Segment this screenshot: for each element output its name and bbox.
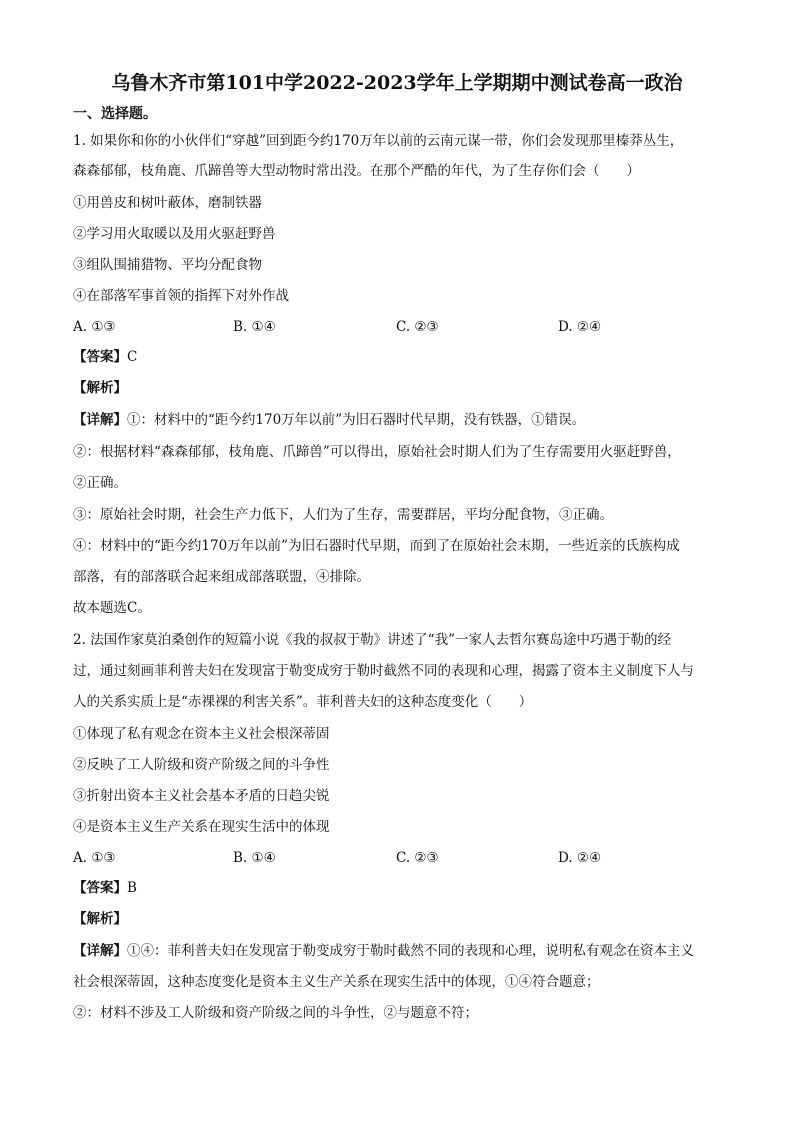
answer-value: C [127, 349, 138, 365]
detail-tag: 【详解】 [73, 943, 127, 959]
q1-option-c: C. ②③ [396, 319, 439, 335]
q2-answer [73, 878, 723, 898]
q2-option-c: C. ②③ [396, 850, 439, 866]
answer-tag: 【答案】 [73, 349, 127, 365]
q2-item-4: ④是资本主义生产关系在现实生活中的体现 [73, 819, 330, 835]
q1-option-d: D. ②④ [558, 319, 602, 335]
q2-option-a: A. ①③ [73, 850, 116, 866]
q2-detail-2: ②：材料不涉及工人阶级和资产阶级之间的斗争性，②与题意不符； [73, 1005, 478, 1021]
q2-stem-line-1: 2. 法国作家莫泊桑创作的短篇小说《我的叔叔于勒》讲述了“我”一家人去哲尔赛岛途中巧遇于勒的经 [73, 632, 671, 648]
q1-option-a: A. ①③ [73, 319, 116, 335]
q1-conclusion: 故本题选C。 [73, 600, 151, 616]
q2-analysis-tag: 【解析】 [73, 911, 127, 927]
q1-detail-2b: ②正确。 [73, 475, 127, 491]
answer-value: B [127, 880, 137, 896]
q1-detail-4a: ④：材料中的“距今约170万年以前”为旧石器时代早期，而到了在原始社会末期，一些近亲的氏族构成 [73, 538, 680, 554]
q1-detail-2a: ②：根据材料“森森郁郁，枝角鹿、爪蹄兽”可以得出，原始社会时期人们为了生存需要用火驱赶野兽， [73, 444, 681, 460]
q1-detail-1 [73, 410, 723, 430]
q2-detail-1b: 社会根深蒂固，这种态度变化是资本主义生产关系在现实生活中的体现，①④符合题意； [73, 974, 600, 990]
q1-detail-4b: 部落，有的部落联合起来组成部落联盟，④排除。 [73, 569, 370, 585]
answer-tag: 【答案】 [73, 880, 127, 896]
q1-option-b: B. ①④ [233, 319, 276, 335]
q2-stem-line-3: 人的关系实质上是“赤裸裸的利害关系”。菲利普夫妇的这种态度变化（ ） [73, 694, 533, 710]
detail-tag: 【详解】 [73, 412, 127, 428]
q1-answer [73, 347, 723, 367]
section-heading: 一、选择题。 [73, 106, 157, 122]
q1-analysis-tag: 【解析】 [73, 380, 127, 396]
q2-option-d: D. ②④ [558, 850, 602, 866]
detail-text: ①④：菲利普夫妇在发现富于勒变成穷于勒时截然不同的表现和心理，说明私有观念在资本主义 [127, 943, 694, 959]
q1-stem-line-2: 森森郁郁，枝角鹿、爪蹄兽等大型动物时常出没。在那个严酷的年代，为了生存你们会（ ） [73, 163, 640, 179]
detail-text: ①：材料中的“距今约170万年以前”为旧石器时代早期，没有铁器，①错误。 [127, 412, 586, 428]
q1-item-1: ①用兽皮和树叶蔽体，磨制铁器 [73, 195, 262, 211]
q1-detail-3: ③：原始社会时期，社会生产力低下，人们为了生存，需要群居，平均分配食物，③正确。 [73, 507, 613, 523]
q2-detail-1a [73, 941, 723, 961]
q1-item-2: ②学习用火取暖以及用火驱赶野兽 [73, 226, 276, 242]
page-title: 乌鲁木齐市第101中学2022-2023学年上学期期中测试卷高一政治 [111, 72, 683, 94]
q1-stem-line-1: 1. 如果你和你的小伙伴们“穿越”回到距今约170万年以前的云南元谋一带，你们会发现那里榛莽丛生， [73, 133, 684, 149]
q1-item-4: ④在部落军事首领的指挥下对外作战 [73, 288, 289, 304]
q2-item-2: ②反映了工人阶级和资产阶级之间的斗争性 [73, 757, 330, 773]
q2-stem-line-2: 过，通过刻画菲利普夫妇在发现富于勒变成穷于勒时截然不同的表现和心理，揭露了资本主义制度下人与 [73, 663, 694, 679]
q2-option-b: B. ①④ [233, 850, 276, 866]
q2-item-3: ③折射出资本主义社会基本矛盾的日趋尖锐 [73, 788, 330, 804]
q2-item-1: ①体现了私有观念在资本主义社会根深蒂固 [73, 726, 330, 742]
q1-item-3: ③组队围捕猎物、平均分配食物 [73, 257, 262, 273]
